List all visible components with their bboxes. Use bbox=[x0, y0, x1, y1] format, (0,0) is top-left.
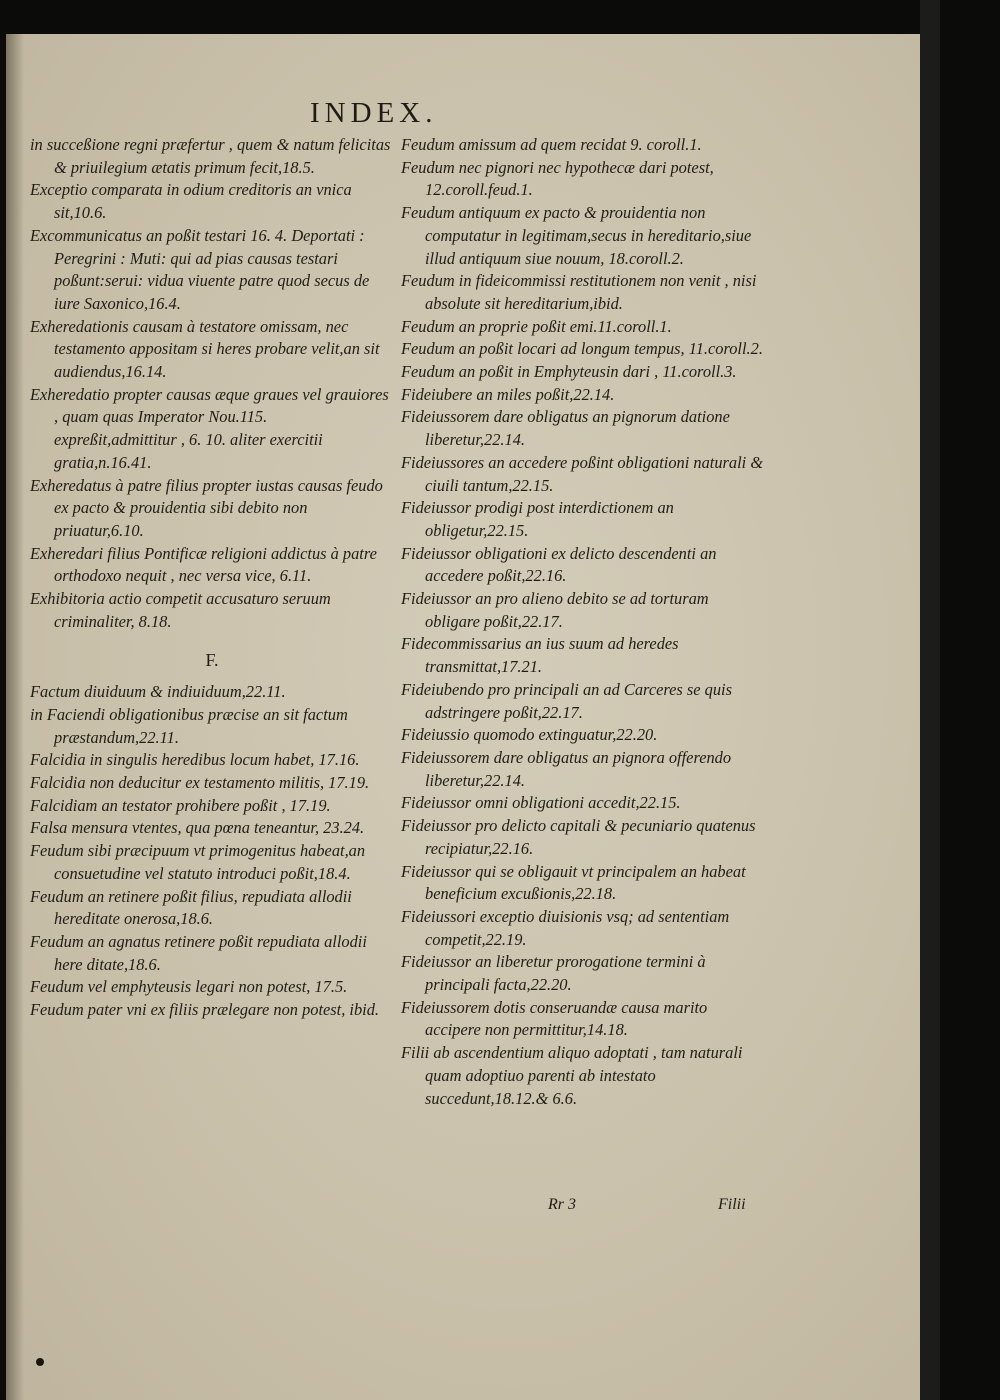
index-entry: Fideiubendo pro principali an ad Carceres se quis adstringere poßit,22.17. bbox=[401, 679, 732, 722]
index-entry: Fidecommissarius an ius suum ad heredes transmittat,17.21. bbox=[401, 634, 679, 677]
index-entry: Fideiussores an accedere poßint obligationi naturali & ciuili tantum,22.15. bbox=[401, 452, 764, 495]
index-entry: Fideiussio quomodo extinguatur,22.20. bbox=[401, 725, 658, 745]
index-entry: Feudum nec pignori nec hypothecæ dari potest, 12.coroll.feud.1. bbox=[401, 157, 714, 200]
index-entry: Falcidiam an testator prohibere poßit , 17.19. bbox=[30, 795, 331, 815]
index-entry: Feudum pater vni ex filiis prælegare non potest, ibid. bbox=[30, 1000, 380, 1020]
index-entry: Fideiussor an pro alieno debito se ad torturam obligare poßit,22.17. bbox=[401, 589, 709, 631]
index-entry: Fideiussor omni obligationi accedit,22.15. bbox=[401, 793, 681, 813]
index-entry: Falcidia non deducitur ex testamento militis, 17.19. bbox=[30, 772, 370, 792]
index-entry: Feudum antiquum ex pacto & prouidentia non computatur in legitimam,secus in hereditario,siue illud antiquum siue nouum, 18.coroll.2. bbox=[401, 203, 752, 268]
signature-mark: Rr 3 bbox=[548, 1196, 576, 1213]
index-entry: Factum diuiduum & indiuiduum,22.11. bbox=[30, 682, 286, 702]
index-column-left bbox=[30, 134, 394, 1022]
index-entry: Fideiussori exceptio diuisionis vsq; ad sententiam competit,22.19. bbox=[401, 906, 730, 949]
index-entry: Feudum an poßit locari ad longum tempus, 11.coroll.2. bbox=[401, 339, 763, 359]
index-entry: Fideiussor pro delicto capitali & pecuniario quatenus recipiatur,22.16. bbox=[401, 816, 756, 858]
page-gutter-shadow bbox=[6, 34, 24, 1400]
index-entry: Feudum in fideicommissi restitutionem non venit , nisi absolute sit hereditarium,ibid. bbox=[401, 271, 757, 313]
index-entry: Fideiussor qui se obligauit vt principalem an habeat beneficium excußionis,22.18. bbox=[401, 861, 746, 904]
index-entry: Feudum an poßit in Emphyteusin dari , 11.coroll.3. bbox=[401, 362, 737, 382]
index-entry: Exheredationis causam à testatore omissam, nec testamento appositam si heres probare velit,an sit audiendus,16.14. bbox=[30, 316, 380, 382]
index-entry: Excommunicatus an poßit testari 16. 4. Deportati : Peregrini : Muti: qui ad pias causas testari poßunt:serui: vidua viuente patre quod secus de iure Saxonico,16.4. bbox=[30, 225, 370, 313]
index-entry: Exheredatus à patre filius propter iustas causas feudo ex pacto & prouidentia sibi debito non priuatur,6.10. bbox=[30, 475, 383, 540]
index-entry: Exheredari filius Pontificæ religioni addictus à patre orthodoxo nequit , nec versa vice, 6.11. bbox=[30, 543, 377, 586]
page-heading: INDEX. bbox=[310, 97, 438, 129]
index-entry: Fideiubere an miles poßit,22.14. bbox=[401, 384, 615, 404]
index-entry: Fideiussor obligationi ex delicto descendenti an accedere poßit,22.16. bbox=[401, 543, 717, 586]
section-letter: F. bbox=[205, 650, 219, 671]
index-entry: in Faciendi obligationibus præcise an sit factum præstandum,22.11. bbox=[30, 704, 348, 747]
catchword: Filii bbox=[718, 1196, 746, 1213]
index-entry: Exheredatio propter causas æque graues vel grauiores , quam quas Imperator Nou.115. expreßit,admittitur , 6. 10. aliter exercitii gratia,n.16.41. bbox=[30, 384, 389, 472]
index-entry: Feudum amissum ad quem recidat 9. coroll.1. bbox=[401, 135, 702, 154]
index-entry: Fideiussorem dare obligatus an pignora offerendo liberetur,22.14. bbox=[401, 747, 732, 790]
index-entry: Feudum sibi præcipuum vt primogenitus habeat,an consuetudine vel statuto introduci poßit,18.4. bbox=[30, 841, 366, 883]
index-entry: Fideiussorem dotis conseruandæ causa marito accipere non permittitur,14.18. bbox=[401, 997, 708, 1040]
index-entry: Fideiussorem dare obligatus an pignorum datione liberetur,22.14. bbox=[401, 407, 730, 450]
index-entry: Filii ab ascendentium aliquo adoptati , tam naturali quam adoptiuo parenti ab intestato succedunt,18.12.& 6.6. bbox=[401, 1043, 743, 1108]
index-entry: Feudum vel emphyteusis legari non potest, 17.5. bbox=[30, 977, 348, 997]
index-entry: Falcidia in singulis heredibus locum habet, 17.16. bbox=[30, 750, 360, 770]
ink-spot bbox=[36, 1358, 44, 1366]
index-entry: Feudum an retinere poßit filius, repudiata allodii hereditate onerosa,18.6. bbox=[30, 886, 352, 929]
index-entry: Exceptio comparata in odium creditoris an vnica sit,10.6. bbox=[30, 180, 352, 223]
scan-right-edge bbox=[940, 0, 1000, 1400]
index-entry: Fideiussor prodigi post interdictionem an obligetur,22.15. bbox=[401, 498, 674, 540]
index-entry: Fideiussor an liberetur prorogatione termini à principali facta,22.20. bbox=[401, 952, 706, 995]
index-entry: in succeßione regni præfertur , quem & natum felicitas & priuilegium ætatis primum fecit,18.5. bbox=[30, 135, 391, 177]
index-entry: Exhibitoria actio competit accusaturo seruum criminaliter, 8.18. bbox=[30, 589, 331, 631]
index-entry: Falsa mensura vtentes, qua pœna teneantur, 23.24. bbox=[30, 818, 365, 838]
index-entry: Feudum an agnatus retinere poßit repudiata allodii here ditate,18.6. bbox=[30, 931, 367, 974]
index-column-right bbox=[401, 134, 767, 1110]
index-entry: Feudum an proprie poßit emi.11.coroll.1. bbox=[401, 316, 672, 336]
scan-right-margin bbox=[920, 0, 940, 1400]
